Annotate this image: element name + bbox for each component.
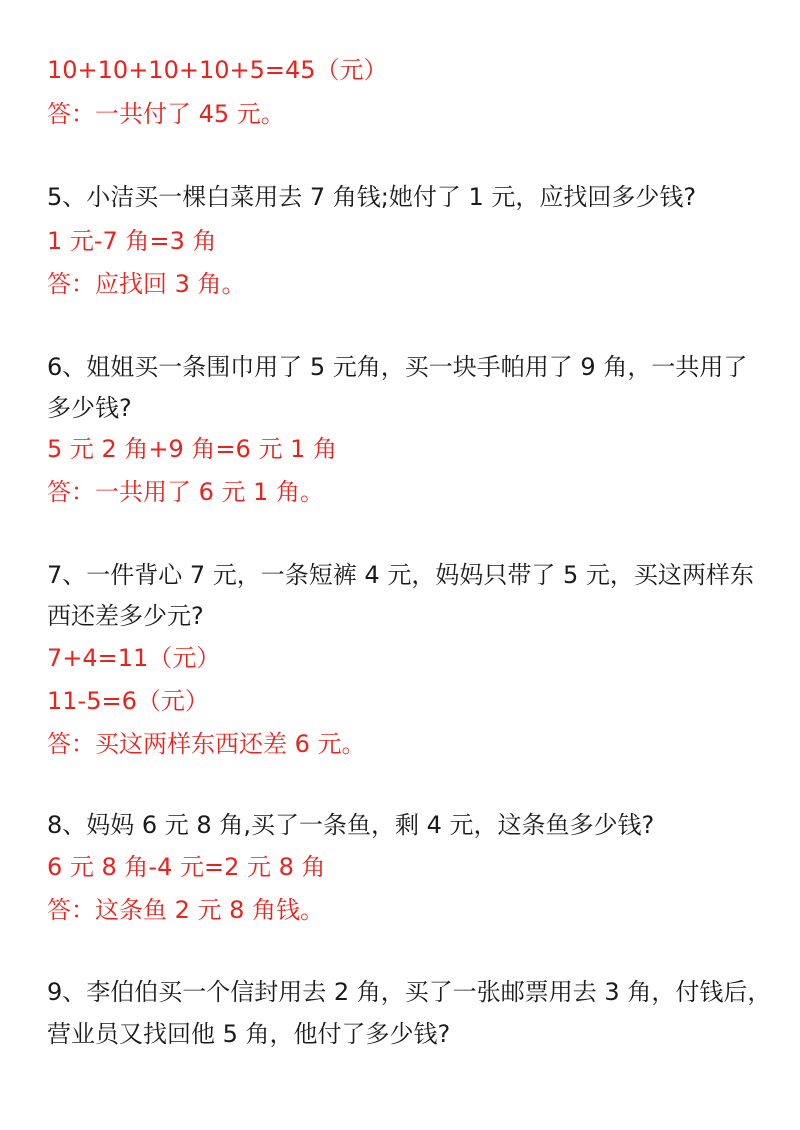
question-6-line-2: 多少钱? [47,394,132,422]
answer-line: 答：一共付了 45 元。 [47,100,285,128]
q7-calc-line-2: 11-5=6（元） [47,687,209,715]
q7-answer-line: 答：买这两样东西还差 6 元。 [47,730,366,758]
q6-calc-line: 5 元 2 角+9 角=6 元 1 角 [47,435,337,463]
q7-calc-line-1: 7+4=11（元） [47,644,221,672]
question-9-line-1: 9、李伯伯买一个信封用去 2 角，买了一张邮票用去 3 角，付钱后， [47,978,772,1006]
question-5: 5、小洁买一棵白菜用去 7 角钱;她付了 1 元，应找回多少钱? [47,183,697,211]
calc-line: 10+10+10+10+5=45（元） [47,56,388,84]
question-8: 8、妈妈 6 元 8 角,买了一条鱼，剩 4 元，这条鱼多少钱? [47,811,655,839]
question-6-line-1: 6、姐姐买一条围巾用了 5 元角，买一块手帕用了 9 角，一共用了 [47,353,748,381]
q8-calc-line: 6 元 8 角-4 元=2 元 8 角 [47,853,326,881]
q6-answer-line: 答：一共用了 6 元 1 角。 [47,478,325,506]
q5-calc-line: 1 元-7 角=3 角 [47,227,217,255]
q8-answer-line: 答：这条鱼 2 元 8 角钱。 [47,896,325,924]
question-7-line-2: 西还差多少元? [47,602,204,630]
question-7-line-1: 7、一件背心 7 元，一条短裤 4 元，妈妈只带了 5 元，买这两样东 [47,561,754,589]
q5-answer-line: 答：应找回 3 角。 [47,270,246,298]
question-9-line-2: 营业员又找回他 5 角，他付了多少钱? [47,1020,451,1048]
